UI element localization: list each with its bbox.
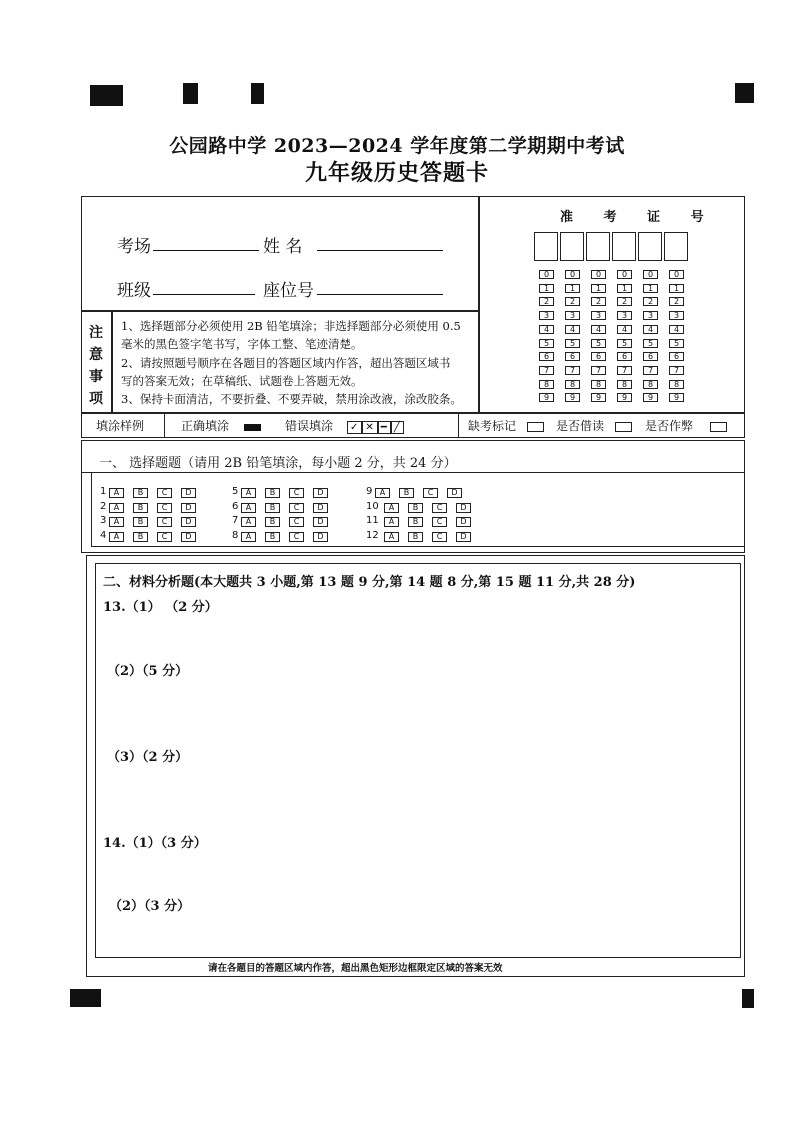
question-number: 11 [366, 515, 379, 526]
question-number: 9 [366, 486, 373, 497]
option-c-bubble[interactable]: C [289, 503, 304, 513]
alignment-mark [251, 83, 264, 104]
option-b-bubble[interactable]: B [133, 532, 148, 542]
option-b-bubble[interactable]: B [408, 532, 423, 542]
option-a-bubble[interactable]: A [241, 503, 256, 513]
exam-title: 公园路中学 2023—2024 学年度第二学期期中考试 [169, 135, 625, 157]
option-c-bubble[interactable]: C [157, 488, 172, 498]
ticket-digit-bubble[interactable]: 0 [643, 270, 658, 279]
wrong-fill-samples: ✓ ✕ ━ ╱ [347, 422, 404, 433]
option-d-bubble[interactable]: D [456, 517, 471, 527]
option-c-bubble[interactable]: C [432, 532, 447, 542]
seat-field[interactable] [317, 294, 443, 295]
ticket-digit-bubble[interactable]: 4 [669, 325, 684, 334]
footer-note: 请在各题目的答题区域内作答，超出黑色矩形边框限定区域的答案无效 [208, 963, 503, 974]
question-number: 5 [232, 486, 239, 497]
option-d-bubble[interactable]: D [181, 532, 196, 542]
section1-title: 一、 选择题题（请用 2B 铅笔填涂，每小题 2 分，共 24 分） [99, 456, 457, 471]
question-number: 8 [232, 529, 239, 541]
option-b-bubble[interactable]: B [265, 532, 280, 542]
ticket-digit-bubble[interactable]: 4 [643, 325, 658, 334]
ticket-digit-bubble[interactable]: 6 [591, 352, 606, 361]
ticket-digit-bubble[interactable]: 2 [565, 297, 580, 306]
divider [164, 412, 165, 438]
option-d-bubble[interactable]: D [313, 532, 328, 542]
ticket-digit-cell[interactable] [534, 232, 558, 261]
option-a-bubble[interactable]: A [384, 517, 399, 527]
option-c-bubble[interactable]: C [432, 503, 447, 513]
ticket-digit-bubble[interactable]: 7 [617, 366, 632, 375]
option-a-bubble[interactable]: A [109, 488, 124, 498]
name-label: 姓 名 [263, 237, 303, 257]
ticket-digit-bubble[interactable]: 3 [643, 311, 658, 320]
option-c-bubble[interactable]: C [157, 532, 172, 542]
ticket-digit-cell[interactable] [560, 232, 584, 261]
exam-room-label: 考场 [117, 237, 151, 257]
question-number: 3 [100, 515, 107, 526]
option-c-bubble[interactable]: C [432, 517, 447, 527]
option-c-bubble[interactable]: C [289, 532, 304, 542]
ticket-digit-bubble[interactable]: 6 [565, 352, 580, 361]
divider [111, 310, 113, 412]
divider [81, 310, 479, 312]
cheat-label: 是否作弊 [645, 419, 694, 433]
question-number: 7 [232, 515, 239, 526]
ticket-digit-bubble[interactable]: 9 [539, 393, 554, 402]
ticket-digit-bubble[interactable]: 4 [539, 325, 554, 334]
ticket-digit-bubble[interactable]: 2 [669, 297, 684, 306]
option-d-bubble[interactable]: D [447, 488, 462, 498]
alignment-mark [70, 989, 101, 1007]
note-line: 1、选择题部分必须使用 2B 铅笔填涂；非选择题部分必须使用 0.5 [121, 319, 461, 333]
ticket-digit-bubble[interactable]: 1 [617, 284, 632, 293]
divider [81, 472, 745, 473]
question-number: 6 [232, 500, 239, 512]
note-line: 3、保持卡面清洁，不要折叠、不要弄破，禁用涂改液，涂改胶条。 [121, 392, 462, 406]
ticket-digit-bubble[interactable]: 2 [591, 297, 606, 306]
option-a-bubble[interactable]: A [375, 488, 390, 498]
class-field[interactable] [153, 294, 255, 295]
option-d-bubble[interactable]: D [313, 503, 328, 513]
option-a-bubble[interactable]: A [384, 532, 399, 542]
option-b-bubble[interactable]: B [133, 503, 148, 513]
ticket-digit-bubble[interactable]: 7 [669, 366, 684, 375]
option-d-bubble[interactable]: D [181, 488, 196, 498]
ticket-digit-bubble[interactable]: 2 [539, 297, 554, 306]
option-b-bubble[interactable]: B [133, 488, 148, 498]
ticket-digit-bubble[interactable]: 4 [591, 325, 606, 334]
ticket-digit-bubble[interactable]: 8 [617, 380, 632, 389]
ticket-digit-cell[interactable] [638, 232, 662, 261]
note-line: 毫米的黑色签字笔书写，字体工整、笔迹清楚。 [121, 337, 363, 351]
borrow-label: 是否借读 [556, 419, 605, 433]
question-number: 1 [100, 486, 107, 497]
ticket-digit-bubble[interactable]: 5 [539, 339, 554, 348]
notes-label-1: 注 [89, 325, 103, 341]
ticket-digit-bubble[interactable]: 3 [539, 311, 554, 320]
ticket-digit-bubble[interactable]: 6 [539, 352, 554, 361]
option-d-bubble[interactable]: D [456, 532, 471, 542]
ticket-digit-bubble[interactable]: 5 [591, 339, 606, 348]
ticket-digit-bubble[interactable]: 6 [669, 352, 684, 361]
ticket-digit-bubble[interactable]: 9 [617, 393, 632, 402]
option-a-bubble[interactable]: A [109, 532, 124, 542]
ticket-digit-bubble[interactable]: 2 [617, 297, 632, 306]
class-label: 班级 [117, 281, 151, 301]
option-d-bubble[interactable]: D [456, 503, 471, 513]
option-c-bubble[interactable]: C [157, 503, 172, 513]
ticket-digit-bubble[interactable]: 6 [617, 352, 632, 361]
ticket-number-title: 准 考 证 号 [560, 210, 717, 225]
option-b-bubble[interactable]: B [133, 517, 148, 527]
ticket-digit-bubble[interactable]: 9 [669, 393, 684, 402]
ticket-digit-bubble[interactable]: 1 [669, 284, 684, 293]
ticket-digit-bubble[interactable]: 1 [539, 284, 554, 293]
correct-fill-label: 正确填涂 [181, 419, 230, 433]
ticket-digit-bubble[interactable]: 7 [565, 366, 580, 375]
ticket-digit-bubble[interactable]: 4 [617, 325, 632, 334]
divider [91, 472, 92, 546]
ticket-digit-bubble[interactable]: 8 [669, 380, 684, 389]
alignment-mark [742, 989, 754, 1008]
notes-label-2: 意 [89, 347, 103, 363]
option-b-bubble[interactable]: B [265, 517, 280, 527]
seat-label: 座位号 [263, 281, 314, 301]
option-d-bubble[interactable]: D [313, 517, 328, 527]
alignment-mark [90, 85, 123, 106]
ticket-digit-bubble[interactable]: 5 [565, 339, 580, 348]
note-line: 2、请按照题号顺序在各题目的答题区域内作答，超出答题区域书 [121, 356, 451, 370]
q14-1: 14.（1）（3 分） [103, 836, 207, 851]
ticket-digit-bubble[interactable]: 0 [669, 270, 684, 279]
divider [91, 546, 745, 547]
option-a-bubble[interactable]: A [384, 503, 399, 513]
option-a-bubble[interactable]: A [109, 503, 124, 513]
notes-label-3: 事 [89, 369, 103, 385]
option-d-bubble[interactable]: D [181, 517, 196, 527]
borrow-box[interactable] [615, 422, 632, 432]
exam-room-field[interactable] [153, 250, 259, 251]
section2-title: 二、材料分析题(本大题共 3 小题,第 13 题 9 分,第 14 题 8 分,第 15 题 11 分,共 28 分) [103, 575, 636, 590]
ticket-digit-bubble[interactable]: 0 [591, 270, 606, 279]
divider [478, 196, 480, 412]
notes-label-4: 项 [89, 391, 103, 407]
absent-mark-box[interactable] [527, 422, 544, 432]
ticket-digit-bubble[interactable]: 7 [643, 366, 658, 375]
ticket-digit-bubble[interactable]: 7 [591, 366, 606, 375]
ticket-digit-bubble[interactable]: 0 [617, 270, 632, 279]
ticket-digit-bubble[interactable]: 1 [643, 284, 658, 293]
ticket-digit-bubble[interactable]: 4 [565, 325, 580, 334]
ticket-digit-bubble[interactable]: 5 [669, 339, 684, 348]
option-a-bubble[interactable]: A [109, 517, 124, 527]
note-line: 写的答案无效；在草稿纸、试题卷上答题无效。 [121, 374, 363, 388]
ticket-digit-bubble[interactable]: 0 [565, 270, 580, 279]
option-b-bubble[interactable]: B [408, 503, 423, 513]
ticket-digit-bubble[interactable]: 3 [617, 311, 632, 320]
name-field[interactable] [317, 250, 443, 251]
ticket-digit-bubble[interactable]: 9 [565, 393, 580, 402]
question-number: 4 [100, 529, 107, 541]
question-number: 2 [100, 500, 107, 512]
alignment-mark [735, 83, 754, 103]
q13-1: 13.（1） （2 分） [103, 600, 218, 615]
ticket-digit-bubble[interactable]: 2 [643, 297, 658, 306]
option-b-bubble[interactable]: B [408, 517, 423, 527]
ticket-digit-cell[interactable] [586, 232, 610, 261]
question-number: 12 [366, 529, 379, 541]
alignment-mark [183, 83, 198, 104]
option-a-bubble[interactable]: A [241, 488, 256, 498]
option-c-bubble[interactable]: C [289, 488, 304, 498]
option-b-bubble[interactable]: B [265, 503, 280, 513]
q14-2: （2）（3 分） [109, 899, 191, 914]
option-c-bubble[interactable]: C [423, 488, 438, 498]
ticket-digit-bubble[interactable]: 3 [591, 311, 606, 320]
ticket-digit-bubble[interactable]: 8 [539, 380, 554, 389]
ticket-digit-bubble[interactable]: 8 [565, 380, 580, 389]
ticket-digit-cell[interactable] [612, 232, 636, 261]
correct-fill-sample [244, 424, 261, 431]
section2-inner-box [95, 563, 741, 958]
option-b-bubble[interactable]: B [399, 488, 414, 498]
option-b-bubble[interactable]: B [265, 488, 280, 498]
option-c-bubble[interactable]: C [157, 517, 172, 527]
option-c-bubble[interactable]: C [289, 517, 304, 527]
ticket-digit-bubble[interactable]: 5 [617, 339, 632, 348]
ticket-digit-bubble[interactable]: 3 [565, 311, 580, 320]
question-number: 10 [366, 500, 379, 512]
sample-label: 填涂样例 [96, 419, 145, 433]
ticket-digit-bubble[interactable]: 1 [565, 284, 580, 293]
cheat-box[interactable] [710, 422, 727, 432]
ticket-digit-bubble[interactable]: 0 [539, 270, 554, 279]
ticket-digit-bubble[interactable]: 9 [591, 393, 606, 402]
ticket-digit-bubble[interactable]: 1 [591, 284, 606, 293]
option-d-bubble[interactable]: D [313, 488, 328, 498]
ticket-digit-bubble[interactable]: 9 [643, 393, 658, 402]
q13-2: （2）（5 分） [107, 664, 189, 679]
q13-3: （3）（2 分） [107, 750, 189, 765]
ticket-digit-bubble[interactable]: 7 [539, 366, 554, 375]
card-title: 九年级历史答题卡 [304, 160, 489, 186]
divider [81, 412, 745, 414]
ticket-digit-bubble[interactable]: 5 [643, 339, 658, 348]
ticket-digit-bubble[interactable]: 6 [643, 352, 658, 361]
option-a-bubble[interactable]: A [241, 517, 256, 527]
option-a-bubble[interactable]: A [241, 532, 256, 542]
absent-mark-label: 缺考标记 [468, 419, 517, 433]
option-d-bubble[interactable]: D [181, 503, 196, 513]
ticket-digit-bubble[interactable]: 8 [591, 380, 606, 389]
ticket-digit-bubble[interactable]: 3 [669, 311, 684, 320]
divider [458, 412, 459, 438]
wrong-fill-label: 错误填涂 [285, 419, 334, 433]
ticket-digit-bubble[interactable]: 8 [643, 380, 658, 389]
ticket-digit-cell[interactable] [664, 232, 688, 261]
